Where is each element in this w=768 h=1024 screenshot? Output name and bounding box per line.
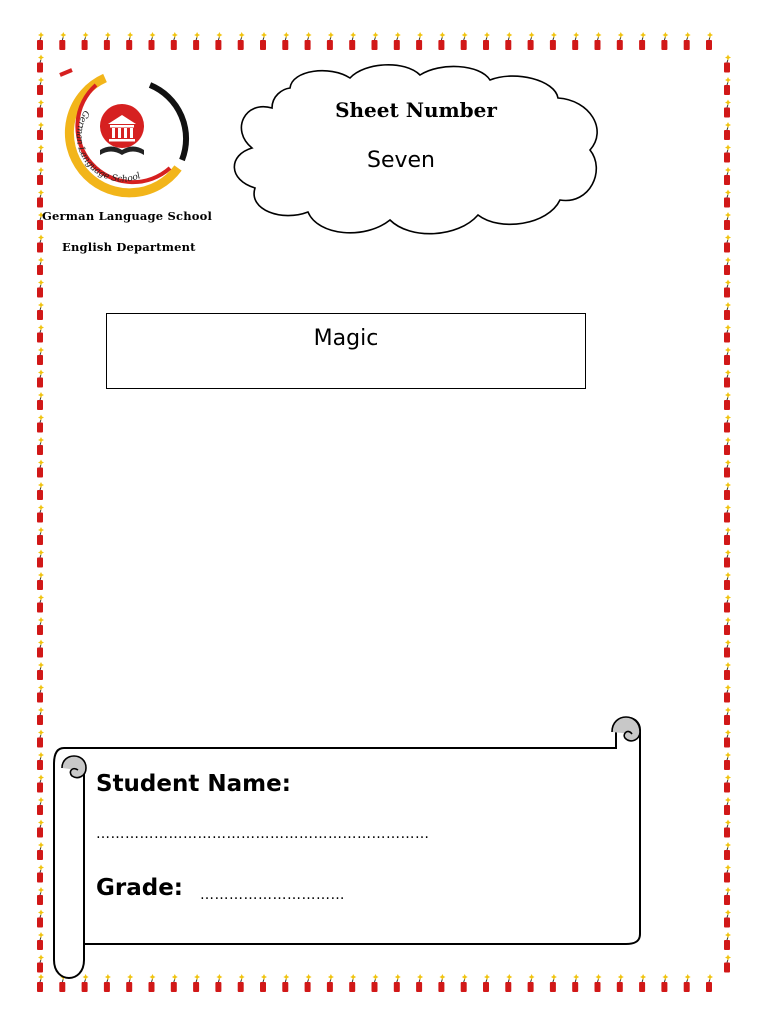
school-name: German Language School (42, 209, 213, 223)
topic-title: Magic (313, 326, 379, 351)
grade-label: Grade: (96, 875, 184, 901)
sheet-number-title: Sheet Number (335, 98, 497, 122)
logo-ring-text: German Language School (73, 108, 143, 185)
student-name-label: Student Name: (96, 771, 291, 797)
department-name: English Department (62, 240, 196, 254)
grade-line: ………………………… (200, 887, 345, 903)
sheet-number-value: Seven (367, 148, 435, 173)
student-name-line: …………………………………………………………… (96, 826, 430, 842)
